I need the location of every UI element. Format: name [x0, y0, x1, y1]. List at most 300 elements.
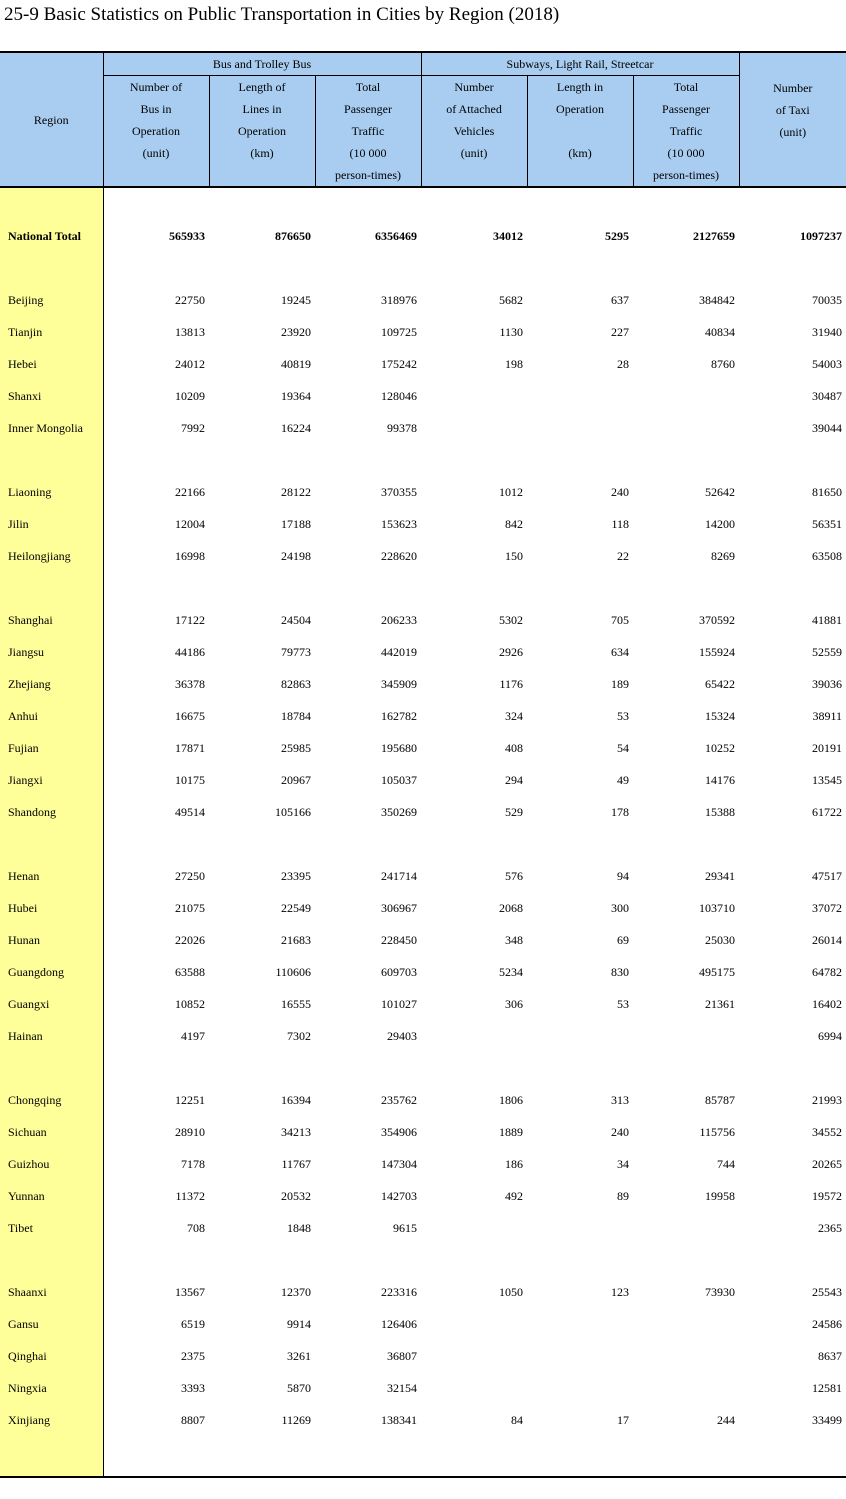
- table-row: [0, 1084, 846, 1116]
- table-row: [0, 348, 846, 380]
- subway-vehicles: 5234: [499, 964, 524, 979]
- subway-vehicles-header: Number of Attached Vehicles (unit): [421, 76, 527, 188]
- region-name: Jiangxi: [0, 764, 103, 796]
- region-name: Guangdong: [0, 956, 103, 988]
- bus-line-length: 82863: [281, 676, 311, 691]
- subway-length: 178: [611, 804, 630, 819]
- spacer-row: [0, 1052, 846, 1084]
- subway-vehicles: 324: [505, 708, 524, 723]
- region-name: Heilongjiang: [0, 540, 103, 572]
- region-name: Jilin: [0, 508, 103, 540]
- national-total-row: [0, 220, 846, 252]
- taxi-count: 39036: [812, 676, 843, 691]
- subway-passenger-traffic: 115756: [699, 1124, 736, 1139]
- subway-vehicles: 84: [511, 1412, 524, 1427]
- taxi-count: 81650: [812, 484, 843, 499]
- region-name: Guizhou: [0, 1148, 103, 1180]
- subway-length: 123: [611, 1284, 630, 1299]
- bus-line-length: 40819: [281, 356, 311, 371]
- bus-count: 11372: [175, 1188, 205, 1203]
- bus-count-header: Number of Bus in Operation (unit): [103, 76, 209, 188]
- taxi-count: 21993: [812, 1092, 843, 1107]
- taxi-count: 19572: [812, 1188, 843, 1203]
- region-name: Chongqing: [0, 1084, 103, 1116]
- subway-length: 34: [617, 1156, 630, 1171]
- bus-passenger-traffic-header: Total Passenger Traffic (10 000 person-times): [315, 76, 421, 188]
- subway-length: 705: [611, 612, 630, 627]
- subway-length-header: Length in Operation (km): [527, 76, 633, 188]
- subway-passenger-traffic: 744: [717, 1156, 736, 1171]
- taxi-count: 30487: [812, 388, 843, 403]
- taxi-count: 25543: [812, 1284, 843, 1299]
- region-name: Beijing: [0, 284, 103, 316]
- subway-vehicles: 842: [505, 516, 524, 531]
- subway-vehicles: 34012: [493, 228, 524, 243]
- bus-line-length: 105166: [275, 804, 311, 819]
- bus-passenger-traffic: 29403: [387, 1028, 418, 1043]
- subway-vehicles: 1889: [499, 1124, 524, 1139]
- bus-line-length: 7302: [287, 1028, 311, 1043]
- region-name: Fujian: [0, 732, 103, 764]
- subway-length: 5295: [605, 228, 630, 243]
- subway-length: 53: [617, 708, 630, 723]
- taxi-count: 56351: [812, 516, 843, 531]
- bus-line-length: 11269: [281, 1412, 311, 1427]
- subway-passenger-traffic-header: Total Passenger Traffic (10 000 person-times): [633, 76, 739, 188]
- table-row: [0, 412, 846, 444]
- bus-count: 22026: [175, 932, 205, 947]
- subway-length: 240: [611, 1124, 630, 1139]
- bus-count: 27250: [175, 868, 205, 883]
- subway-passenger-traffic: 29341: [705, 868, 736, 883]
- taxi-count: 64782: [812, 964, 843, 979]
- bus-count: 10852: [175, 996, 205, 1011]
- region-name: Inner Mongolia: [0, 412, 103, 444]
- bus-count: 3393: [181, 1380, 205, 1395]
- subway-length: [527, 1212, 633, 1244]
- bus-count: 6519: [181, 1316, 205, 1331]
- taxi-count: 2365: [818, 1220, 843, 1235]
- table-row: [0, 284, 846, 316]
- subway-passenger-traffic: 52642: [705, 484, 736, 499]
- region-name: Shandong: [0, 796, 103, 828]
- taxi-count: 52559: [812, 644, 843, 659]
- subway-vehicles: 1806: [499, 1092, 524, 1107]
- bus-line-length: 12370: [281, 1284, 311, 1299]
- table-row: [0, 508, 846, 540]
- subway-passenger-traffic: 103710: [699, 900, 736, 915]
- bus-passenger-traffic: 442019: [381, 644, 418, 659]
- table-row: [0, 732, 846, 764]
- subway-length: 189: [611, 676, 630, 691]
- subway-length: 830: [611, 964, 630, 979]
- bus-line-length: 22549: [281, 900, 311, 915]
- subway-vehicles: [421, 1340, 527, 1372]
- taxi-count: 34552: [812, 1124, 843, 1139]
- subway-length: 53: [617, 996, 630, 1011]
- table-row: [0, 636, 846, 668]
- table-row: [0, 1404, 846, 1436]
- taxi-count: 26014: [812, 932, 843, 947]
- table-row: [0, 1148, 846, 1180]
- taxi-count: 37072: [812, 900, 843, 915]
- subway-length: 89: [617, 1188, 630, 1203]
- taxi-count: 61722: [812, 804, 843, 819]
- bus-count: 10175: [175, 772, 205, 787]
- subway-length: 49: [617, 772, 630, 787]
- bus-count: 13567: [175, 1284, 205, 1299]
- bus-line-length: 28122: [281, 484, 311, 499]
- table-row: [0, 1116, 846, 1148]
- bus-count: 36378: [175, 676, 205, 691]
- bus-line-length: 16394: [281, 1092, 311, 1107]
- bus-count: 16675: [175, 708, 205, 723]
- bus-count: 17871: [175, 740, 205, 755]
- spacer-row: [0, 444, 846, 476]
- subway-passenger-traffic: [633, 1308, 739, 1340]
- subway-vehicles: 529: [505, 804, 524, 819]
- bus-passenger-traffic: 350269: [381, 804, 418, 819]
- subway-length: 227: [611, 324, 630, 339]
- subway-passenger-traffic: 244: [717, 1412, 736, 1427]
- table-row: [0, 668, 846, 700]
- subway-vehicles: 492: [505, 1188, 524, 1203]
- region-name: Hebei: [0, 348, 103, 380]
- taxi-count: 20265: [812, 1156, 843, 1171]
- subway-length: [527, 1308, 633, 1340]
- subway-vehicles: 186: [505, 1156, 524, 1171]
- region-name: Qinghai: [0, 1340, 103, 1372]
- subway-length: 94: [617, 868, 630, 883]
- bus-count: 22166: [175, 484, 205, 499]
- subway-passenger-traffic: 8269: [711, 548, 736, 563]
- bus-count: 4197: [181, 1028, 205, 1043]
- subway-passenger-traffic: [633, 380, 739, 412]
- subway-vehicles: 408: [505, 740, 524, 755]
- bus-line-length: 23920: [281, 324, 311, 339]
- bus-passenger-traffic: 105037: [381, 772, 418, 787]
- region-name: Hubei: [0, 892, 103, 924]
- region-name: Jiangsu: [0, 636, 103, 668]
- taxi-count: 20191: [812, 740, 843, 755]
- region-name: Henan: [0, 860, 103, 892]
- bus-count: 7178: [181, 1156, 205, 1171]
- bus-count: 13813: [175, 324, 205, 339]
- subway-passenger-traffic: [633, 412, 739, 444]
- subway-passenger-traffic: 495175: [699, 964, 736, 979]
- taxi-count: 63508: [812, 548, 843, 563]
- spacer-row: [0, 252, 846, 284]
- table-row: [0, 1020, 846, 1052]
- subway-vehicles: 198: [505, 356, 524, 371]
- table-row: [0, 1212, 846, 1244]
- subway-vehicles: [421, 380, 527, 412]
- bus-passenger-traffic: 345909: [381, 676, 418, 691]
- bus-passenger-traffic: 6356469: [375, 228, 418, 243]
- subway-vehicles: [421, 1212, 527, 1244]
- subway-vehicles: 1050: [499, 1284, 524, 1299]
- bus-line-length: 5870: [287, 1380, 311, 1395]
- table-row: [0, 956, 846, 988]
- bus-count: 44186: [175, 644, 205, 659]
- table-row: [0, 924, 846, 956]
- table-row: [0, 476, 846, 508]
- taxi-count: 39044: [812, 420, 843, 435]
- bus-count: 16998: [175, 548, 205, 563]
- taxi-count: 41881: [812, 612, 843, 627]
- table-row: [0, 1308, 846, 1340]
- bus-count: 17122: [175, 612, 205, 627]
- bus-line-length: 25985: [281, 740, 311, 755]
- subway-vehicles: 576: [505, 868, 524, 883]
- taxi-count: 1097237: [800, 228, 843, 243]
- subway-vehicles: 1130: [499, 324, 524, 339]
- taxi-count: 47517: [812, 868, 843, 883]
- subway-passenger-traffic: [633, 1212, 739, 1244]
- spacer-row: [0, 572, 846, 604]
- bus-count: 10209: [175, 388, 205, 403]
- bus-passenger-traffic: 228450: [381, 932, 418, 947]
- bus-count: 22750: [175, 292, 205, 307]
- table-row: [0, 1276, 846, 1308]
- bus-passenger-traffic: 241714: [381, 868, 418, 883]
- table-row: [0, 764, 846, 796]
- subway-length: 118: [611, 516, 630, 531]
- table-row: [0, 892, 846, 924]
- bus-passenger-traffic: 195680: [381, 740, 418, 755]
- region-name: Tianjin: [0, 316, 103, 348]
- table-row: [0, 1180, 846, 1212]
- subway-vehicles: 5302: [499, 612, 524, 627]
- subway-vehicles: [421, 1020, 527, 1052]
- region-name: National Total: [0, 220, 103, 252]
- spacer-row: [0, 187, 846, 220]
- subway-vehicles: [421, 1308, 527, 1340]
- table-row: [0, 860, 846, 892]
- region-name: Xinjiang: [0, 1404, 103, 1436]
- spacer-row: [0, 1436, 846, 1477]
- bus-line-length: 11767: [281, 1156, 311, 1171]
- taxi-count: 54003: [812, 356, 843, 371]
- subway-length: 54: [617, 740, 630, 755]
- bus-passenger-traffic: 36807: [387, 1348, 418, 1363]
- subway-vehicles: 2926: [499, 644, 524, 659]
- subway-length: 22: [617, 548, 630, 563]
- taxi-count: 16402: [812, 996, 843, 1011]
- bus-count: 12004: [175, 516, 205, 531]
- bus-line-length-header: Length of Lines in Operation (km): [209, 76, 315, 188]
- region-name: Shaanxi: [0, 1276, 103, 1308]
- subway-passenger-traffic: 155924: [699, 644, 736, 659]
- bus-line-length: 20967: [281, 772, 311, 787]
- region-name: Yunnan: [0, 1180, 103, 1212]
- bus-count: 2375: [181, 1348, 205, 1363]
- bus-line-length: 79773: [281, 644, 311, 659]
- bus-count: 49514: [175, 804, 205, 819]
- subway-passenger-traffic: 10252: [705, 740, 736, 755]
- bus-line-length: 1848: [287, 1220, 311, 1235]
- taxi-count: 70035: [812, 292, 843, 307]
- bus-count: 63588: [175, 964, 205, 979]
- table-row: [0, 540, 846, 572]
- subway-length: 300: [611, 900, 630, 915]
- spacer-row: [0, 1244, 846, 1276]
- bus-line-length: 19364: [281, 388, 311, 403]
- bus-line-length: 9914: [287, 1316, 311, 1331]
- subway-passenger-traffic: 15324: [705, 708, 736, 723]
- region-name: Liaoning: [0, 476, 103, 508]
- subway-length: 28: [617, 356, 630, 371]
- bus-passenger-traffic: 153623: [381, 516, 418, 531]
- region-name: Hainan: [0, 1020, 103, 1052]
- bus-line-length: 876650: [275, 228, 311, 243]
- table-row: [0, 700, 846, 732]
- statistics-table: [0, 51, 846, 1478]
- subway-length: 240: [611, 484, 630, 499]
- bus-passenger-traffic: 99378: [387, 420, 418, 435]
- subway-vehicles: [421, 412, 527, 444]
- subway-passenger-traffic: 40834: [705, 324, 736, 339]
- bus-count: 708: [187, 1220, 205, 1235]
- table-body: [0, 187, 846, 1477]
- subway-passenger-traffic: 2127659: [693, 228, 736, 243]
- region-name: Ningxia: [0, 1372, 103, 1404]
- bus-line-length: 23395: [281, 868, 311, 883]
- subway-vehicles: 5682: [499, 292, 524, 307]
- subway-length: 637: [611, 292, 630, 307]
- subway-length: [527, 380, 633, 412]
- bus-passenger-traffic: 32154: [387, 1380, 418, 1395]
- bus-count: 24012: [175, 356, 205, 371]
- taxi-count: 13545: [812, 772, 843, 787]
- bus-line-length: 19245: [281, 292, 311, 307]
- subway-length: [527, 1372, 633, 1404]
- subway-length: [527, 1340, 633, 1372]
- bus-passenger-traffic: 318976: [381, 292, 418, 307]
- bus-passenger-traffic: 175242: [381, 356, 418, 371]
- bus-line-length: 24198: [281, 548, 311, 563]
- subway-length: 17: [617, 1412, 630, 1427]
- subway-passenger-traffic: 15388: [705, 804, 736, 819]
- bus-passenger-traffic: 609703: [381, 964, 418, 979]
- taxi-count: 33499: [812, 1412, 843, 1427]
- subway-passenger-traffic: 25030: [705, 932, 736, 947]
- bus-line-length: 34213: [281, 1124, 311, 1139]
- subway-passenger-traffic: 21361: [705, 996, 736, 1011]
- subway-vehicles: 1176: [499, 676, 524, 691]
- table-row: [0, 1372, 846, 1404]
- region-header: Region: [0, 52, 103, 187]
- table-row: [0, 316, 846, 348]
- subway-length: 69: [617, 932, 630, 947]
- bus-line-length: 24504: [281, 612, 311, 627]
- subway-passenger-traffic: [633, 1340, 739, 1372]
- region-name: Sichuan: [0, 1116, 103, 1148]
- subway-vehicles: 294: [505, 772, 524, 787]
- region-name: Shanxi: [0, 380, 103, 412]
- bus-line-length: 3261: [287, 1348, 311, 1363]
- bus-passenger-traffic: 235762: [381, 1092, 418, 1107]
- table-header: [0, 52, 846, 187]
- bus-passenger-traffic: 223316: [381, 1284, 418, 1299]
- bus-passenger-traffic: 354906: [381, 1124, 418, 1139]
- subway-passenger-traffic: [633, 1020, 739, 1052]
- taxi-count: 31940: [812, 324, 843, 339]
- spacer-row: [0, 828, 846, 860]
- region-name: Guangxi: [0, 988, 103, 1020]
- subway-vehicles: [421, 1372, 527, 1404]
- table-row: [0, 988, 846, 1020]
- bus-count: 8807: [181, 1412, 205, 1427]
- subway-vehicles: 2068: [499, 900, 524, 915]
- bus-passenger-traffic: 206233: [381, 612, 418, 627]
- bus-passenger-traffic: 138341: [381, 1412, 418, 1427]
- bus-passenger-traffic: 126406: [381, 1316, 418, 1331]
- bus-line-length: 110606: [275, 964, 311, 979]
- bus-count: 28910: [175, 1124, 205, 1139]
- region-name: Zhejiang: [0, 668, 103, 700]
- subway-passenger-traffic: [633, 1372, 739, 1404]
- subway-length: [527, 412, 633, 444]
- bus-group-header: Bus and Trolley Bus: [103, 52, 421, 76]
- subway-passenger-traffic: 19958: [705, 1188, 736, 1203]
- taxi-count: 24586: [812, 1316, 843, 1331]
- bus-count: 12251: [175, 1092, 205, 1107]
- subway-passenger-traffic: 73930: [705, 1284, 736, 1299]
- region-name: Shanghai: [0, 604, 103, 636]
- bus-count: 21075: [175, 900, 205, 915]
- bus-passenger-traffic: 101027: [381, 996, 418, 1011]
- subway-vehicles: 306: [505, 996, 524, 1011]
- subway-passenger-traffic: 14200: [705, 516, 736, 531]
- table-row: [0, 796, 846, 828]
- bus-passenger-traffic: 9615: [393, 1220, 418, 1235]
- subway-length: [527, 1020, 633, 1052]
- bus-count: 7992: [181, 420, 205, 435]
- taxi-count: 8637: [818, 1348, 843, 1363]
- taxi-count: 38911: [812, 708, 843, 723]
- subway-passenger-traffic: 14176: [705, 772, 736, 787]
- statistics-table-container: [0, 51, 846, 1478]
- bus-line-length: 16224: [281, 420, 311, 435]
- bus-passenger-traffic: 142703: [381, 1188, 418, 1203]
- bus-passenger-traffic: 128046: [381, 388, 418, 403]
- taxi-header: Number of Taxi (unit): [739, 52, 846, 187]
- region-name: Anhui: [0, 700, 103, 732]
- region-name: Hunan: [0, 924, 103, 956]
- subway-passenger-traffic: 370592: [699, 612, 736, 627]
- subway-passenger-traffic: 85787: [705, 1092, 736, 1107]
- bus-count: 565933: [169, 228, 205, 243]
- bus-line-length: 21683: [281, 932, 311, 947]
- table-title: 25-9 Basic Statistics on Public Transportation in Cities by Region (2018): [4, 4, 560, 25]
- bus-line-length: 17188: [281, 516, 311, 531]
- region-name: Gansu: [0, 1308, 103, 1340]
- subway-passenger-traffic: 65422: [705, 676, 736, 691]
- bus-passenger-traffic: 228620: [381, 548, 418, 563]
- taxi-count: 12581: [812, 1380, 843, 1395]
- subway-vehicles: 1012: [499, 484, 524, 499]
- bus-line-length: 20532: [281, 1188, 311, 1203]
- taxi-count: 6994: [818, 1028, 843, 1043]
- bus-passenger-traffic: 147304: [381, 1156, 418, 1171]
- subway-length: 634: [611, 644, 630, 659]
- subway-vehicles: 150: [505, 548, 524, 563]
- subway-passenger-traffic: 8760: [711, 356, 736, 371]
- bus-passenger-traffic: 306967: [381, 900, 418, 915]
- table-row: [0, 1340, 846, 1372]
- region-name: Tibet: [0, 1212, 103, 1244]
